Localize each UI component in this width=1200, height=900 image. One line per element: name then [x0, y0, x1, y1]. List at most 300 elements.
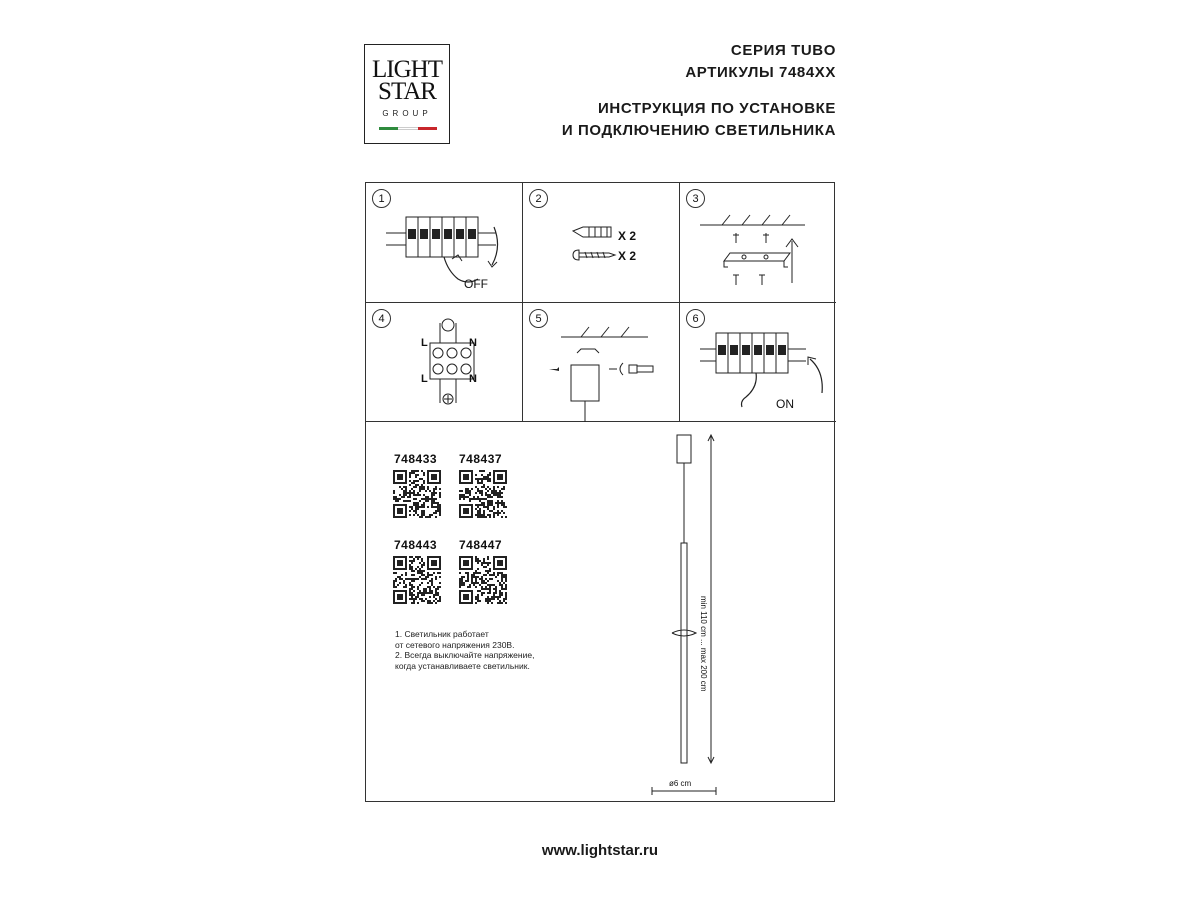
- qr-module: [413, 486, 415, 488]
- qr-module: [429, 602, 431, 604]
- qr-module: [487, 558, 489, 560]
- qr-module: [487, 580, 489, 582]
- qr-module: [479, 560, 481, 562]
- qr-module: [481, 482, 483, 484]
- qr-module: [411, 588, 413, 590]
- qr-module: [475, 602, 477, 604]
- qr-module: [483, 592, 485, 594]
- qr-module: [411, 594, 413, 596]
- qr-module: [475, 586, 477, 588]
- qr-module: [475, 478, 477, 480]
- qr-module: [505, 586, 507, 588]
- qr-module: [477, 490, 479, 492]
- qr-module: [425, 576, 427, 578]
- qr-module: [403, 492, 405, 494]
- qr-module: [471, 580, 473, 582]
- qr-module: [439, 494, 441, 496]
- qr-module: [499, 592, 501, 594]
- qr-module: [501, 504, 503, 506]
- qr-module: [501, 576, 503, 578]
- qr-module: [421, 566, 423, 568]
- qr-module: [489, 496, 491, 498]
- note-line-3: 2. Всегда выключайте напряжение,: [395, 650, 535, 660]
- qr-module: [409, 494, 411, 496]
- qr-module: [473, 572, 475, 574]
- qr-module: [499, 492, 501, 494]
- qr-module: [469, 498, 471, 500]
- qr-module: [431, 582, 433, 584]
- qr-module: [405, 586, 407, 588]
- qr-module: [505, 574, 507, 576]
- qr-module: [479, 512, 481, 514]
- qr-module: [499, 602, 501, 604]
- qr-module: [487, 602, 489, 604]
- step-2-panel: [523, 183, 680, 303]
- qr-module: [495, 502, 497, 504]
- qr-module: [417, 570, 419, 572]
- qr-module: [471, 488, 473, 490]
- qr-module: [395, 578, 397, 580]
- qr-module: [493, 596, 495, 598]
- qr-module: [427, 586, 429, 588]
- qr-code-748433[interactable]: [393, 470, 441, 518]
- qr-module: [407, 578, 409, 580]
- qr-module: [487, 504, 489, 506]
- qr-module: [489, 494, 491, 496]
- qr-module: [409, 592, 411, 594]
- qr-module: [429, 498, 431, 500]
- qr-module: [413, 590, 415, 592]
- qr-module: [481, 486, 483, 488]
- off-label: OFF: [464, 277, 488, 291]
- qr-module: [425, 498, 427, 500]
- qr-module: [473, 576, 475, 578]
- qr-module: [423, 498, 425, 500]
- qr-module: [501, 516, 503, 518]
- qr-module: [481, 498, 483, 500]
- qr-module: [405, 492, 407, 494]
- qr-module: [425, 590, 427, 592]
- qr-module: [477, 510, 479, 512]
- qr-module: [483, 512, 485, 514]
- qr-module: [409, 598, 411, 600]
- qr-module: [487, 502, 489, 504]
- qr-module: [505, 576, 507, 578]
- qr-module: [423, 494, 425, 496]
- qr-module: [475, 558, 477, 560]
- qr-module: [483, 516, 485, 518]
- qr-module: [437, 600, 439, 602]
- qr-module: [425, 490, 427, 492]
- qr-module: [497, 486, 499, 488]
- qr-module: [487, 600, 489, 602]
- qr-module: [487, 486, 489, 488]
- product-code-748437: 748437: [459, 452, 503, 466]
- qr-module: [433, 596, 435, 598]
- qr-module: [503, 512, 505, 514]
- qr-module: [479, 500, 481, 502]
- note-line-1: 1. Светильник работает: [395, 629, 489, 639]
- qr-module: [493, 494, 495, 496]
- qr-module: [487, 476, 489, 478]
- qr-module: [421, 512, 423, 514]
- qr-module: [395, 580, 397, 582]
- qr-module: [463, 494, 465, 496]
- qr-module: [415, 502, 417, 504]
- qr-finder-pattern: [497, 560, 503, 566]
- qr-module: [461, 576, 463, 578]
- qr-module: [435, 590, 437, 592]
- qr-module: [477, 562, 479, 564]
- qr-module: [459, 578, 461, 580]
- qr-module: [433, 492, 435, 494]
- qr-module: [421, 470, 423, 472]
- qr-module: [433, 488, 435, 490]
- qr-module: [485, 476, 487, 478]
- qr-module: [437, 586, 439, 588]
- qr-module: [435, 498, 437, 500]
- website-link[interactable]: www.lightstar.ru: [541, 842, 659, 859]
- qr-module: [475, 556, 477, 558]
- qr-module: [415, 494, 417, 496]
- qr-module: [493, 594, 495, 596]
- qr-module: [487, 474, 489, 476]
- step-6-number: 6: [686, 309, 705, 328]
- qr-module: [419, 494, 421, 496]
- qr-module: [505, 596, 507, 598]
- qr-module: [491, 598, 493, 600]
- qr-module: [421, 504, 423, 506]
- qr-module: [413, 598, 415, 600]
- qr-module: [421, 574, 423, 576]
- qr-module: [437, 504, 439, 506]
- qr-module: [479, 482, 481, 484]
- qr-module: [409, 568, 411, 570]
- qr-module: [487, 570, 489, 572]
- qr-module: [431, 492, 433, 494]
- qr-module: [423, 474, 425, 476]
- qr-module: [415, 568, 417, 570]
- qr-module: [427, 516, 429, 518]
- qr-module: [411, 506, 413, 508]
- qr-module: [423, 588, 425, 590]
- qr-module: [461, 490, 463, 492]
- qr-module: [493, 574, 495, 576]
- qr-module: [419, 490, 421, 492]
- qr-module: [423, 570, 425, 572]
- qr-module: [417, 556, 419, 558]
- qr-module: [463, 584, 465, 586]
- qr-module: [485, 578, 487, 580]
- qr-module: [435, 602, 437, 604]
- qr-module: [421, 488, 423, 490]
- qr-module: [409, 480, 411, 482]
- qr-module: [497, 500, 499, 502]
- qr-module: [413, 482, 415, 484]
- qr-module: [393, 580, 395, 582]
- qr-module: [395, 496, 397, 498]
- product-code-748433: 748433: [394, 452, 438, 466]
- qr-module: [505, 506, 507, 508]
- logo-word-star: STAR: [378, 78, 436, 105]
- qr-module: [489, 590, 491, 592]
- qr-module: [459, 490, 461, 492]
- qr-module: [485, 478, 487, 480]
- qr-module: [427, 572, 429, 574]
- qr-module: [399, 494, 401, 496]
- qr-module: [411, 570, 413, 572]
- qr-module: [473, 496, 475, 498]
- qr-module: [467, 496, 469, 498]
- qr-module: [489, 478, 491, 480]
- qr-module: [485, 588, 487, 590]
- qr-module: [417, 596, 419, 598]
- qr-module: [477, 488, 479, 490]
- qr-module: [493, 584, 495, 586]
- qr-module: [475, 504, 477, 506]
- qr-module: [417, 572, 419, 574]
- qr-module: [471, 498, 473, 500]
- qr-module: [417, 586, 419, 588]
- qr-module: [425, 500, 427, 502]
- qr-module: [415, 598, 417, 600]
- qr-module: [415, 486, 417, 488]
- qr-module: [461, 496, 463, 498]
- qr-module: [481, 492, 483, 494]
- qr-module: [505, 584, 507, 586]
- qr-module: [483, 498, 485, 500]
- qr-finder-pattern: [463, 560, 469, 566]
- qr-module: [491, 500, 493, 502]
- qr-module: [481, 562, 483, 564]
- qr-module: [411, 596, 413, 598]
- qr-module: [411, 592, 413, 594]
- qr-module: [405, 488, 407, 490]
- step-4-panel: [366, 303, 523, 422]
- qr-code-748437[interactable]: [459, 470, 507, 518]
- qr-module: [487, 514, 489, 516]
- qr-module: [419, 486, 421, 488]
- qr-module: [475, 572, 477, 574]
- qr-module: [481, 576, 483, 578]
- qr-module: [479, 572, 481, 574]
- qr-module: [501, 510, 503, 512]
- qr-module: [461, 494, 463, 496]
- qr-module: [465, 490, 467, 492]
- qr-module: [393, 582, 395, 584]
- qr-module: [469, 584, 471, 586]
- qr-module: [413, 580, 415, 582]
- qr-module: [489, 472, 491, 474]
- qr-module: [437, 572, 439, 574]
- qr-module: [427, 488, 429, 490]
- qr-module: [485, 582, 487, 584]
- qr-module: [505, 588, 507, 590]
- qr-module: [495, 512, 497, 514]
- qr-module: [403, 580, 405, 582]
- qr-module: [423, 592, 425, 594]
- qr-module: [495, 492, 497, 494]
- qr-module: [417, 514, 419, 516]
- qr-module: [505, 578, 507, 580]
- qr-module: [435, 598, 437, 600]
- qr-module: [489, 510, 491, 512]
- qr-module: [435, 592, 437, 594]
- qr-module: [413, 510, 415, 512]
- qr-module: [423, 472, 425, 474]
- qr-module: [467, 488, 469, 490]
- qr-module: [499, 594, 501, 596]
- qr-module: [401, 578, 403, 580]
- qr-module: [493, 506, 495, 508]
- qr-module: [427, 486, 429, 488]
- qr-module: [497, 514, 499, 516]
- qr-module: [497, 494, 499, 496]
- qr-module: [435, 516, 437, 518]
- qr-module: [423, 574, 425, 576]
- qr-module: [487, 490, 489, 492]
- qr-module: [479, 478, 481, 480]
- qr-module: [429, 516, 431, 518]
- qr-module: [489, 480, 491, 482]
- on-label: ON: [776, 397, 794, 411]
- qr-module: [415, 474, 417, 476]
- qr-module: [413, 498, 415, 500]
- qr-module: [467, 580, 469, 582]
- note-line-2: от сетевого напряжения 230В.: [395, 639, 515, 650]
- qr-module: [489, 474, 491, 476]
- qr-module: [475, 596, 477, 598]
- step-1-number: 1: [372, 189, 391, 208]
- qr-module: [461, 580, 463, 582]
- qr-module: [503, 486, 505, 488]
- qr-module: [433, 500, 435, 502]
- qr-module: [433, 572, 435, 574]
- qr-module: [419, 572, 421, 574]
- qr-module: [399, 578, 401, 580]
- qr-module: [489, 598, 491, 600]
- qr-module: [419, 516, 421, 518]
- qr-module: [439, 514, 441, 516]
- qr-module: [467, 574, 469, 576]
- qr-finder-pattern: [397, 594, 403, 600]
- qr-module: [393, 586, 395, 588]
- qr-module: [489, 584, 491, 586]
- qr-module: [403, 496, 405, 498]
- qr-module: [431, 494, 433, 496]
- qr-module: [393, 498, 395, 500]
- qr-module: [477, 596, 479, 598]
- qr-module: [439, 504, 441, 506]
- qr-module: [499, 572, 501, 574]
- qr-module: [437, 510, 439, 512]
- qr-module: [435, 594, 437, 596]
- articles-title: АРТИКУЛЫ 7484XX: [685, 64, 836, 81]
- qr-finder-pattern: [463, 594, 469, 600]
- qr-module: [397, 584, 399, 586]
- qr-module: [417, 484, 419, 486]
- qr-module: [481, 470, 483, 472]
- qr-module: [487, 506, 489, 508]
- qr-module: [491, 502, 493, 504]
- qr-module: [421, 582, 423, 584]
- flag-red: [418, 127, 437, 130]
- qr-module: [477, 594, 479, 596]
- qr-module: [485, 494, 487, 496]
- qr-module: [411, 492, 413, 494]
- qr-module: [423, 510, 425, 512]
- qr-module: [461, 582, 463, 584]
- qr-module: [419, 506, 421, 508]
- qr-module: [433, 502, 435, 504]
- qr-module: [411, 566, 413, 568]
- qr-module: [501, 572, 503, 574]
- qr-module: [435, 492, 437, 494]
- qr-module: [501, 492, 503, 494]
- qr-module: [481, 516, 483, 518]
- qr-module: [417, 492, 419, 494]
- qr-module: [469, 586, 471, 588]
- qr-module: [501, 496, 503, 498]
- qr-module: [483, 562, 485, 564]
- qr-module: [463, 576, 465, 578]
- qr-module: [483, 484, 485, 486]
- qr-module: [431, 496, 433, 498]
- qr-module: [403, 586, 405, 588]
- qr-module: [479, 470, 481, 472]
- qr-module: [433, 512, 435, 514]
- qr-module: [491, 496, 493, 498]
- qr-module: [497, 510, 499, 512]
- qr-module: [435, 502, 437, 504]
- qr-module: [487, 584, 489, 586]
- qr-module: [481, 588, 483, 590]
- qr-module: [405, 490, 407, 492]
- qr-module: [473, 584, 475, 586]
- qr-module: [433, 594, 435, 596]
- qr-module: [499, 496, 501, 498]
- qr-module: [439, 576, 441, 578]
- qr-module: [433, 498, 435, 500]
- qr-module: [411, 584, 413, 586]
- qr-module: [481, 494, 483, 496]
- qr-module: [471, 582, 473, 584]
- qr-code-748443[interactable]: [393, 556, 441, 604]
- qr-module: [459, 584, 461, 586]
- qr-module: [485, 562, 487, 564]
- qr-module: [409, 560, 411, 562]
- instruction-title-line1: ИНСТРУКЦИЯ ПО УСТАНОВКЕ: [598, 100, 836, 117]
- qr-module: [479, 504, 481, 506]
- qr-module: [497, 492, 499, 494]
- qr-module: [503, 588, 505, 590]
- qr-module: [421, 510, 423, 512]
- qr-module: [439, 506, 441, 508]
- qr-module: [423, 486, 425, 488]
- qr-module: [411, 482, 413, 484]
- qr-module: [501, 594, 503, 596]
- qr-module: [483, 502, 485, 504]
- qr-module: [505, 516, 507, 518]
- qr-module: [489, 516, 491, 518]
- qr-module: [483, 588, 485, 590]
- qr-module: [417, 470, 419, 472]
- qr-module: [477, 482, 479, 484]
- qr-module: [493, 488, 495, 490]
- qr-code-748447[interactable]: [459, 556, 507, 604]
- qr-module: [401, 574, 403, 576]
- qr-module: [409, 582, 411, 584]
